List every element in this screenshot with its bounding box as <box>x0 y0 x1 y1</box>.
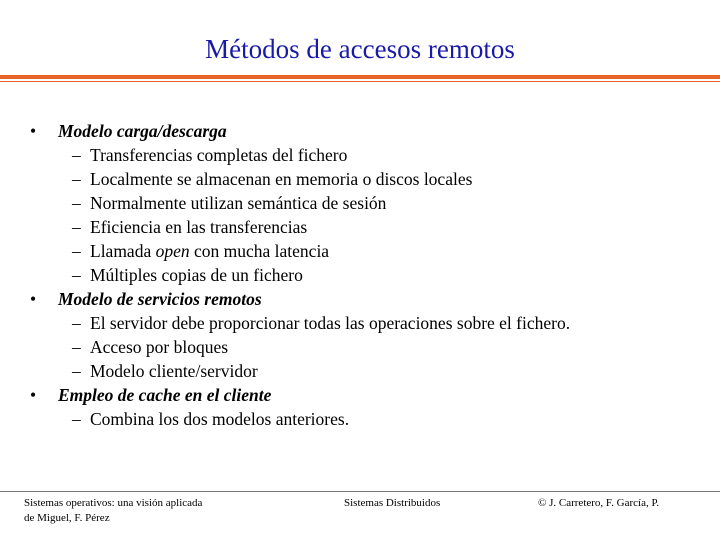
sub-item-text: Localmente se almacenan en memoria o discos locales <box>90 169 473 189</box>
sub-item-text: Modelo cliente/servidor <box>90 361 258 381</box>
bullet-icon: • <box>30 121 37 141</box>
bullet-heading: Modelo de servicios remotos <box>58 289 262 309</box>
sub-item <box>30 407 710 431</box>
sub-item-text: Normalmente utilizan semántica de sesión <box>90 193 387 213</box>
sub-item <box>30 263 710 287</box>
dash-icon: – <box>72 313 81 333</box>
sub-item-text: Combina los dos modelos anteriores. <box>90 409 350 429</box>
dash-icon: – <box>72 409 81 429</box>
footer-course-name: Sistemas Distribuidos <box>344 497 441 509</box>
sub-item-text-emphasis: open <box>155 241 190 261</box>
footer-book-title: Sistemas operativos: una visión aplicada <box>24 497 203 509</box>
sub-item <box>30 167 710 191</box>
dash-icon: – <box>72 265 81 285</box>
dash-icon: – <box>72 217 81 237</box>
sub-item-text: Transferencias completas del fichero <box>90 145 348 165</box>
footer-book-credit <box>24 496 284 526</box>
dash-icon: – <box>72 361 81 381</box>
sub-item-text: Múltiples copias de un fichero <box>90 265 303 285</box>
slide-content <box>30 119 710 431</box>
sub-item-text: El servidor debe proporcionar todas las operaciones sobre el fichero. <box>90 313 571 333</box>
sub-item-text-post: con mucha latencia <box>189 241 330 261</box>
footer-divider <box>0 491 720 492</box>
bullet-item <box>30 383 710 407</box>
sub-item <box>30 359 710 383</box>
sub-item <box>30 215 710 239</box>
bullet-item <box>30 119 710 143</box>
bullet-heading: Empleo de cache en el cliente <box>58 385 272 405</box>
dash-icon: – <box>72 337 81 357</box>
bullet-icon: • <box>30 385 37 405</box>
sub-item-text: Eficiencia en las transferencias <box>90 217 308 237</box>
footer-copyright: © J. Carretero, F. García, P. <box>538 497 660 509</box>
bullet-icon: • <box>30 289 37 309</box>
bullet-item <box>30 287 710 311</box>
slide-title: Métodos de accesos remotos <box>205 34 515 64</box>
title-underline-thin <box>0 81 720 82</box>
title-underline-thick <box>0 75 720 79</box>
sub-item-text: Acceso por bloques <box>90 337 229 357</box>
dash-icon: – <box>72 145 81 165</box>
dash-icon: – <box>72 241 81 261</box>
sub-item <box>30 191 710 215</box>
bullet-heading: Modelo carga/descarga <box>58 121 227 141</box>
dash-icon: – <box>72 193 81 213</box>
sub-item <box>30 335 710 359</box>
sub-item-text-pre: Llamada <box>90 241 156 261</box>
sub-item <box>30 311 710 335</box>
dash-icon: – <box>72 169 81 189</box>
sub-item <box>30 239 710 263</box>
sub-item-text <box>90 239 329 263</box>
sub-item <box>30 143 710 167</box>
footer-book-authors: de Miguel, F. Pérez <box>24 512 110 524</box>
